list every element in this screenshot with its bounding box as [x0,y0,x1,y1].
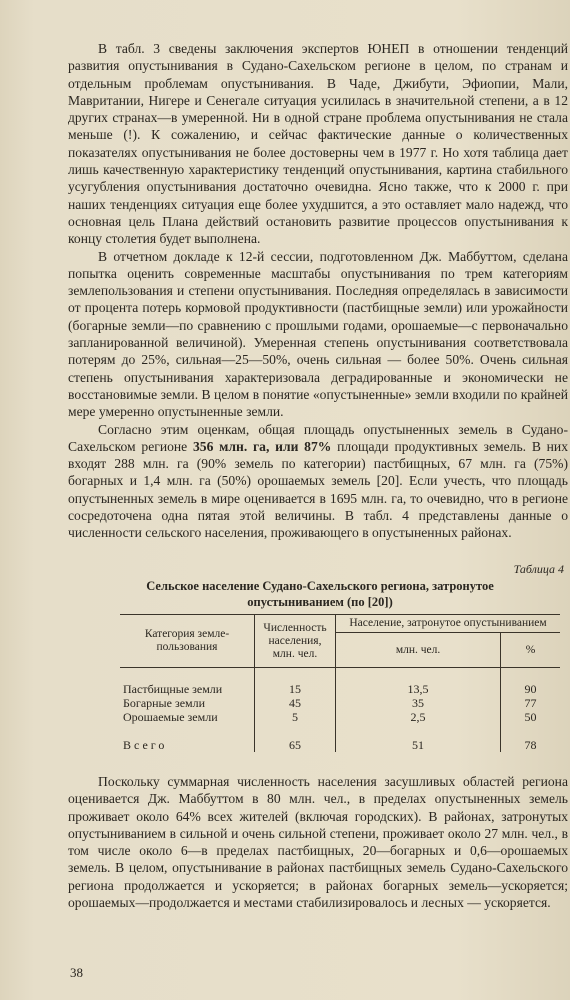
row-affected-mln: 2,5 [336,710,501,724]
page-number: 38 [70,965,83,980]
header-category: Категория земле-пользования [120,615,255,668]
row-population: 65 [255,738,336,752]
row-affected-pct: 90 [501,682,560,696]
paragraph-3-start: Согласно этим оценкам, общая площадь опустыненных земель в Судано-Сахельском регионе [68,421,568,454]
paragraph-3-end: площади продуктивных земель. В них входят 288 млн. га (90% земель по категории) пастбищных, 67 млн. га (75%) богарных и 1,4 млн. га (50%) орошаемых земель [20]. Если учесть, что площадь опустыненных земель в мире оценивается в 1695 млн. га, то очевидно, что в регионе сосредоточена одна пятая этой величины. В табл. 4 представлены данные о численности сельского населения, проживающего в опустыненных районах. [68,438,569,541]
header-affected: Население, затронутое опустыниванием [336,615,561,633]
row-affected-mln: 35 [336,696,501,710]
body-text-bottom [68,773,568,911]
row-category: Пастбищные земли [123,682,223,696]
paragraph-4: Поскольку суммарная численность населения засушливых областей региона оценивается Дж. Маббуттом в 80 млн. чел., в пределах опустыненных земель проживает около 64% всех жителей (включая городских). В районах, затронутых опустыниванием в сильной и очень сильной степени, проживает около 27 млн. чел., в том числе около 6—в пределах пастбищных, 20—богарных и 0,6—орошаемых земель. В целом, опустынивание в районах пастбищных земель Судано-Сахельского региона продолжается и ускоряется; в районах богарных земель—ускоряется; орошаемых—продолжается и местами стабилизировалось и лесных — ускоряется. [68,774,568,911]
table-row-total [120,738,560,752]
header-affected-mln: млн. чел. [336,633,501,668]
header-affected-pct: % [501,633,560,668]
row-affected-pct: 78 [501,738,560,752]
row-category: Богарные земли [123,696,206,710]
table-row [120,696,560,710]
row-category: Орошаемые земли [123,710,218,724]
table-row [120,682,560,696]
paragraph-3-bold: 356 млн. га, или 87% [192,438,332,454]
table-row [120,710,560,724]
population-table [120,614,560,752]
row-population: 45 [255,696,336,710]
header-population: Численность населения, млн. чел. [255,615,336,668]
row-affected-pct: 50 [501,710,560,724]
row-affected-mln: 51 [336,738,501,752]
paragraph-3 [68,421,568,542]
row-population: 5 [255,710,336,724]
body-text-top [68,40,568,542]
row-affected-mln: 13,5 [336,682,501,696]
table-title: Сельское население Судано-Сахельского региона, затронутое опустыниванием (по [20]) [146,579,494,609]
table-label: Таблица 4 [513,562,564,576]
paragraph-2: В отчетном докладе к 12-й сессии, подготовленном Дж. Маббуттом, сделана попытка оценить современные масштабы опустынивания по трем категориям землепользования и степени опустынивания. Последняя определялась в зависимости от процента потерь кормовой продуктивности (пастбищные земли) или урожайности (богарные земли—по сравнению с прошлыми годами, орошаемые—с первоначально запланированной величиной). Умеренная степень опустынивания соответствовала потерям до 25%, сильная—25—50%, очень сильная — более 50%. Очень сильная степень опустынивания характеризовала деградированные и экономически не восстановимые земли. В целом в понятие «опустыненные» земли входили по крайней мере умеренно опустыненные земли. [68,248,568,420]
row-category: Всего [123,738,168,752]
paragraph-1: В табл. 3 сведены заключения экспертов ЮНЕП в отношении тенденций развития опустынивания в Судано-Сахельском регионе в целом, по странам и отдельным проблемам опустынивания. В Чаде, Джибути, Эфиопии, Мали, Мавритании, Нигере и Сенегале ситуация усилилась в значительной степени, а в 12 других странах—в умеренной. Ни в одной стране проблема опустынивания не стала меньше (!). К сожалению, и сейчас фактические данные о количественных показателях опустынивания не более достоверны чем в 1977 г. Но хотя таблица дает лишь качественную характеристику тенденций опустынивания, картина стабильного усугубления опустынивания достаточно очевидна. Ясно также, что к 2000 г. при наших тенденциях ситуация еще более ухудшится, а это оставляет мало надежд, что основная цель Плана действий остановить развитие процессов опустынивания к концу столетия будет выполнена. [68,41,568,247]
row-population: 15 [255,682,336,696]
row-affected-pct: 77 [501,696,560,710]
